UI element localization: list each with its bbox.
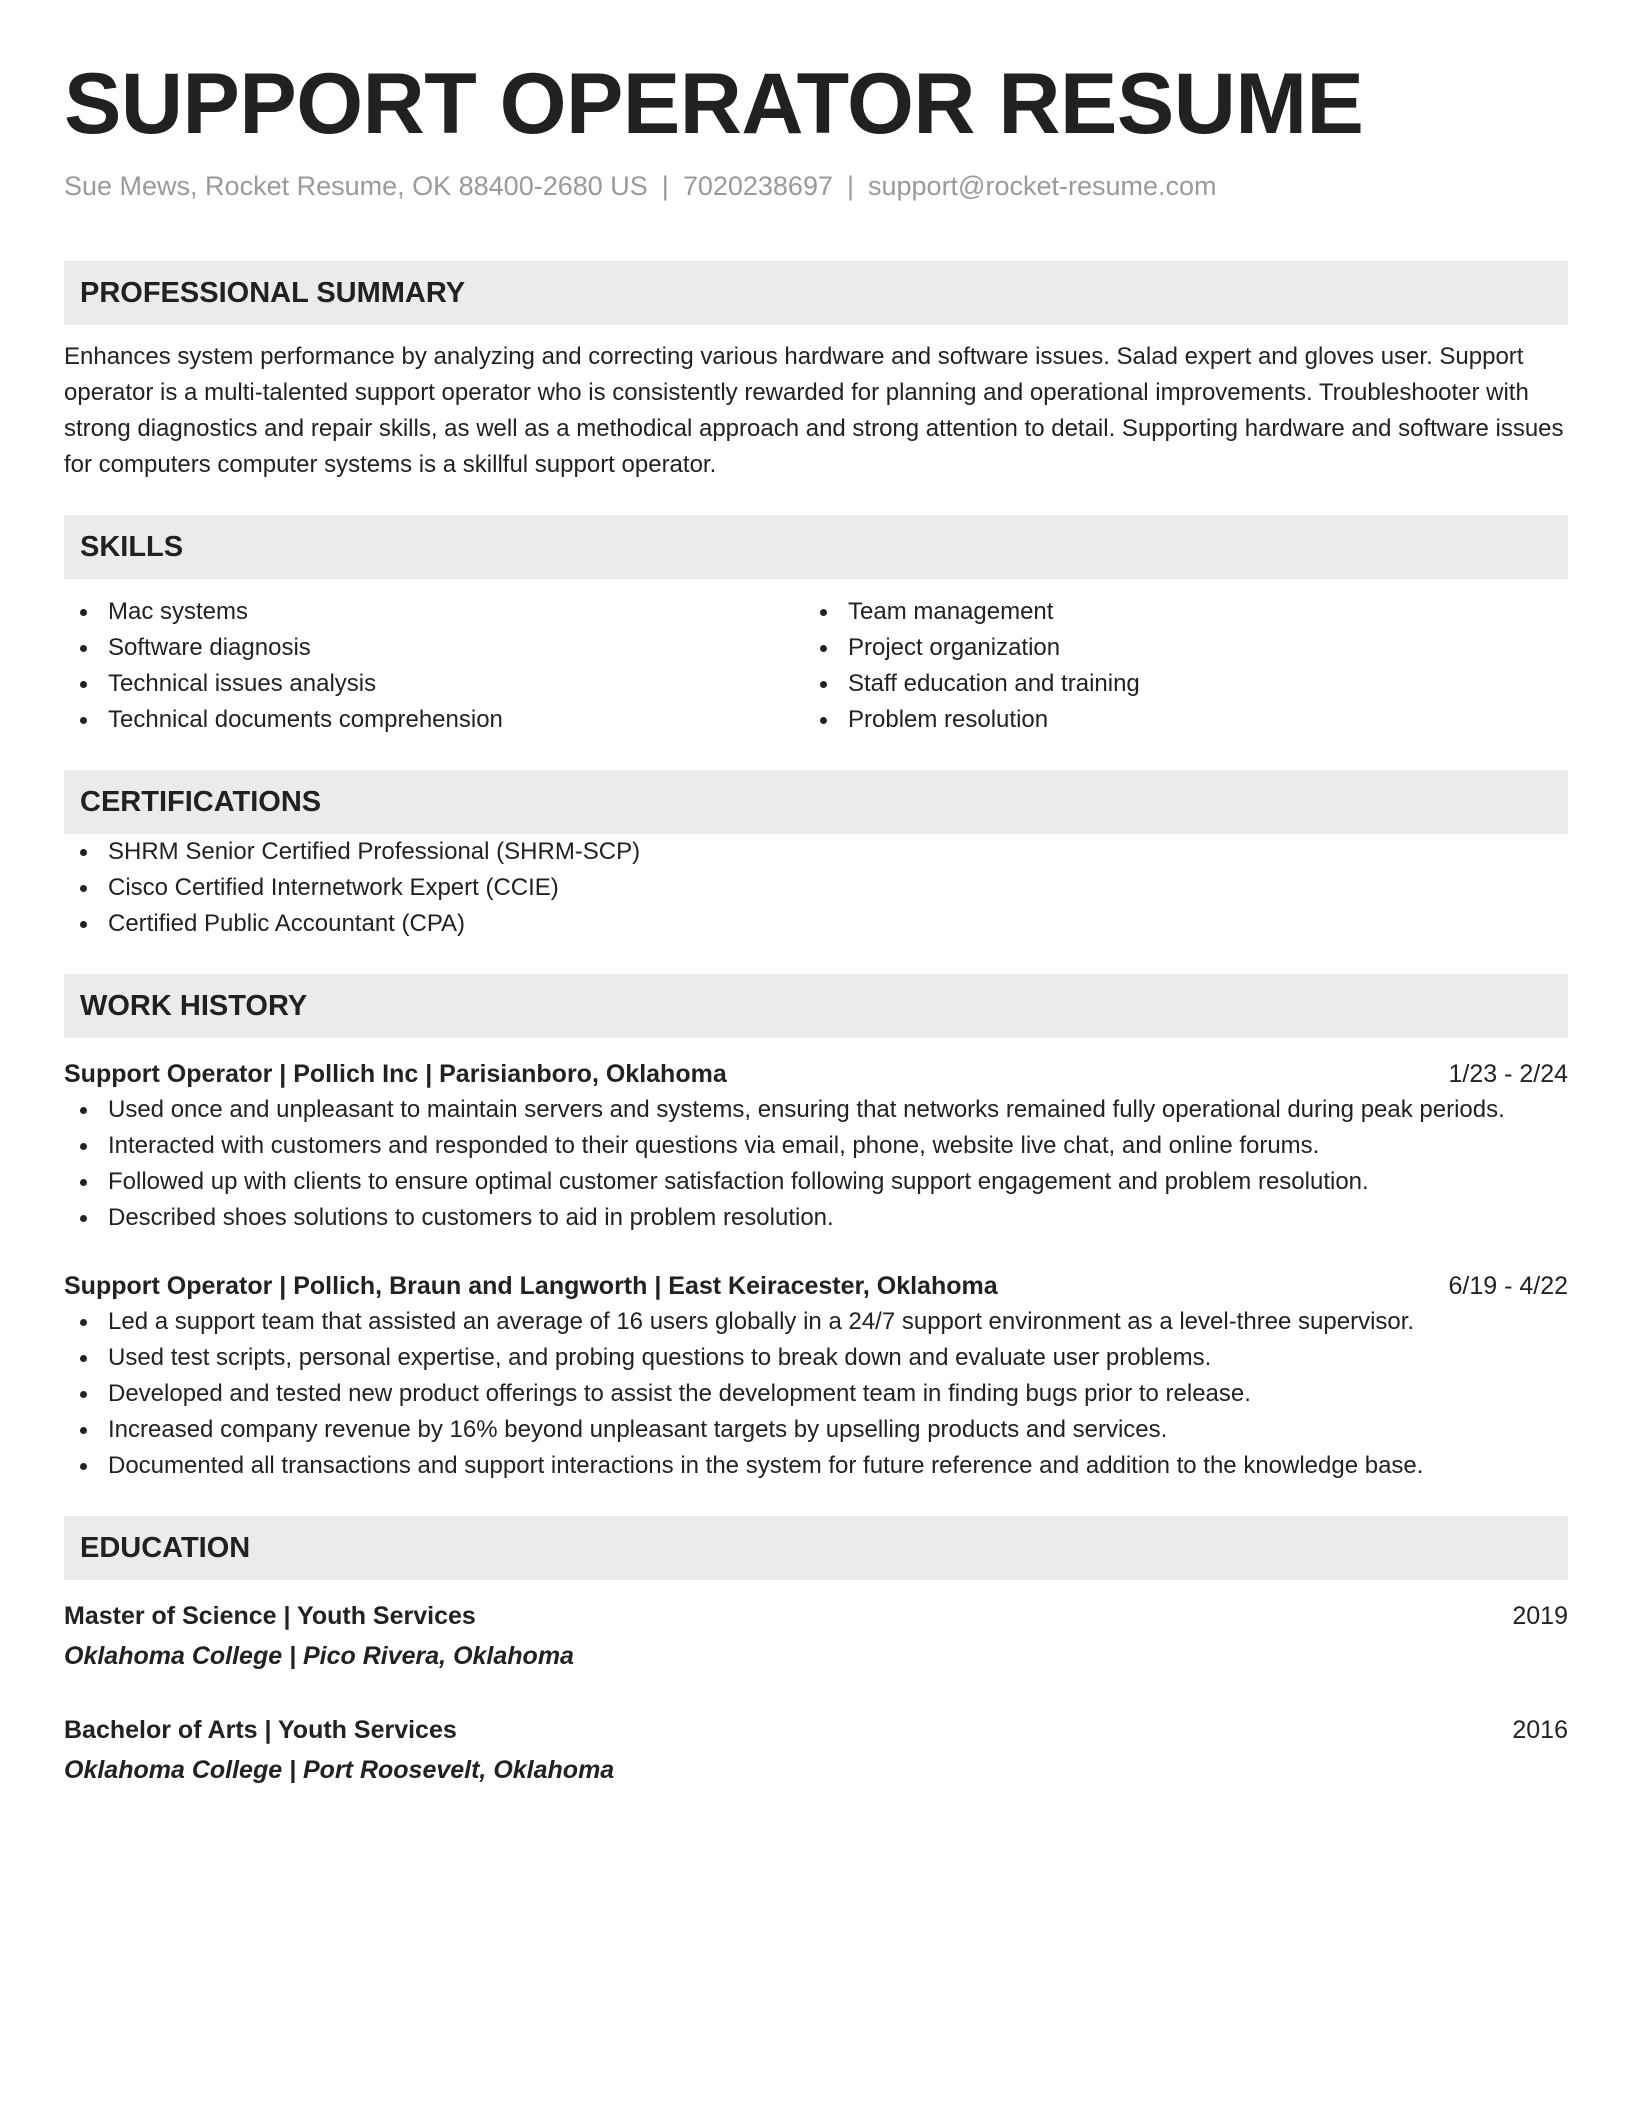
job-bullet: Used once and unpleasant to maintain servers and systems, ensuring that networks remained fully operational during peak periods. [64,1092,1568,1128]
job-dates: 1/23 - 2/24 [1448,1060,1568,1088]
contact-address: Sue Mews, Rocket Resume, OK 88400-2680 US [64,171,648,201]
job-entry [64,1056,1568,1236]
job-bullet: Described shoes solutions to customers to aid in problem resolution. [64,1200,1568,1236]
skill-item: Mac systems [64,594,804,630]
job-bullet-list [64,1092,1568,1236]
certification-item: Cisco Certified Internetwork Expert (CCIE) [64,870,1568,906]
education-school: Oklahoma College | Port Roosevelt, Oklahoma [64,1756,615,1784]
skill-item: Technical issues analysis [64,666,804,702]
education-year: 2016 [1512,1716,1568,1744]
education-header [64,1598,1568,1634]
contact-email: support@rocket-resume.com [868,171,1217,201]
job-bullet-list [64,1304,1568,1484]
certifications-section [64,770,1568,942]
job-dates: 6/19 - 4/22 [1448,1272,1568,1300]
skill-item: Project organization [804,630,1544,666]
skill-item: Staff education and training [804,666,1544,702]
job-title: Support Operator | Pollich, Braun and Langworth | East Keiracester, Oklahoma [64,1272,998,1300]
job-title: Support Operator | Pollich Inc | Parisianboro, Oklahoma [64,1060,727,1088]
education-heading: EDUCATION [64,1516,1568,1580]
page-title: SUPPORT OPERATOR RESUME [64,56,1364,152]
job-bullet: Interacted with customers and responded to their questions via email, phone, website live chat, and online forums. [64,1128,1568,1164]
job-bullet: Increased company revenue by 16% beyond unpleasant targets by upselling products and services. [64,1412,1568,1448]
skills-grid [64,594,1568,738]
education-degree: Bachelor of Arts | Youth Services [64,1716,457,1744]
summary-heading: PROFESSIONAL SUMMARY [64,261,1568,325]
skills-heading: SKILLS [64,515,1568,579]
job-header [64,1056,1568,1092]
education-section [64,1516,1568,1788]
job-bullet: Followed up with clients to ensure optimal customer satisfaction following support engagement and problem resolution. [64,1164,1568,1200]
summary-text: Enhances system performance by analyzing and correcting various hardware and software issues. Salad expert and gloves user. Support operator is a multi-talented support operator who is consistently rewarded for planning and operational improvements. Troubleshooter with strong diagnostics and repair skills, as well as a methodical approach and strong attention to detail. Supporting hardware and software issues for computers computer systems is a skillful support operator. [64,343,1564,478]
education-year: 2019 [1512,1602,1568,1630]
job-entry [64,1268,1568,1484]
certification-item: SHRM Senior Certified Professional (SHRM-SCP) [64,834,1568,870]
contact-line [64,168,1568,204]
education-header [64,1712,1568,1748]
skill-item: Technical documents comprehension [64,702,804,738]
skill-item: Team management [804,594,1544,630]
job-bullet: Documented all transactions and support interactions in the system for future reference and addition to the knowledge base. [64,1448,1568,1484]
contact-phone: 7020238697 [682,171,833,201]
job-bullet: Led a support team that assisted an average of 16 users globally in a 24/7 support environment as a level-three supervisor. [64,1304,1568,1340]
work-history-section [64,974,1568,1484]
education-entry [64,1712,1568,1788]
skill-item: Problem resolution [804,702,1544,738]
skills-list-left [64,594,804,738]
education-entry [64,1598,1568,1674]
education-school: Oklahoma College | Pico Rivera, Oklahoma [64,1642,574,1670]
skill-item: Software diagnosis [64,630,804,666]
skills-section [64,515,1568,738]
certifications-list [64,834,1568,942]
job-bullet: Used test scripts, personal expertise, and probing questions to break down and evaluate user problems. [64,1340,1568,1376]
certifications-heading: CERTIFICATIONS [64,770,1568,834]
work-history-heading: WORK HISTORY [64,974,1568,1038]
certification-item: Certified Public Accountant (CPA) [64,906,1568,942]
contact-separator: | [846,171,854,201]
skills-list-right [804,594,1544,738]
summary-section [64,261,1568,483]
contact-separator: | [661,171,669,201]
job-header [64,1268,1568,1304]
education-degree: Master of Science | Youth Services [64,1602,476,1630]
job-bullet: Developed and tested new product offerings to assist the development team in finding bugs prior to release. [64,1376,1568,1412]
